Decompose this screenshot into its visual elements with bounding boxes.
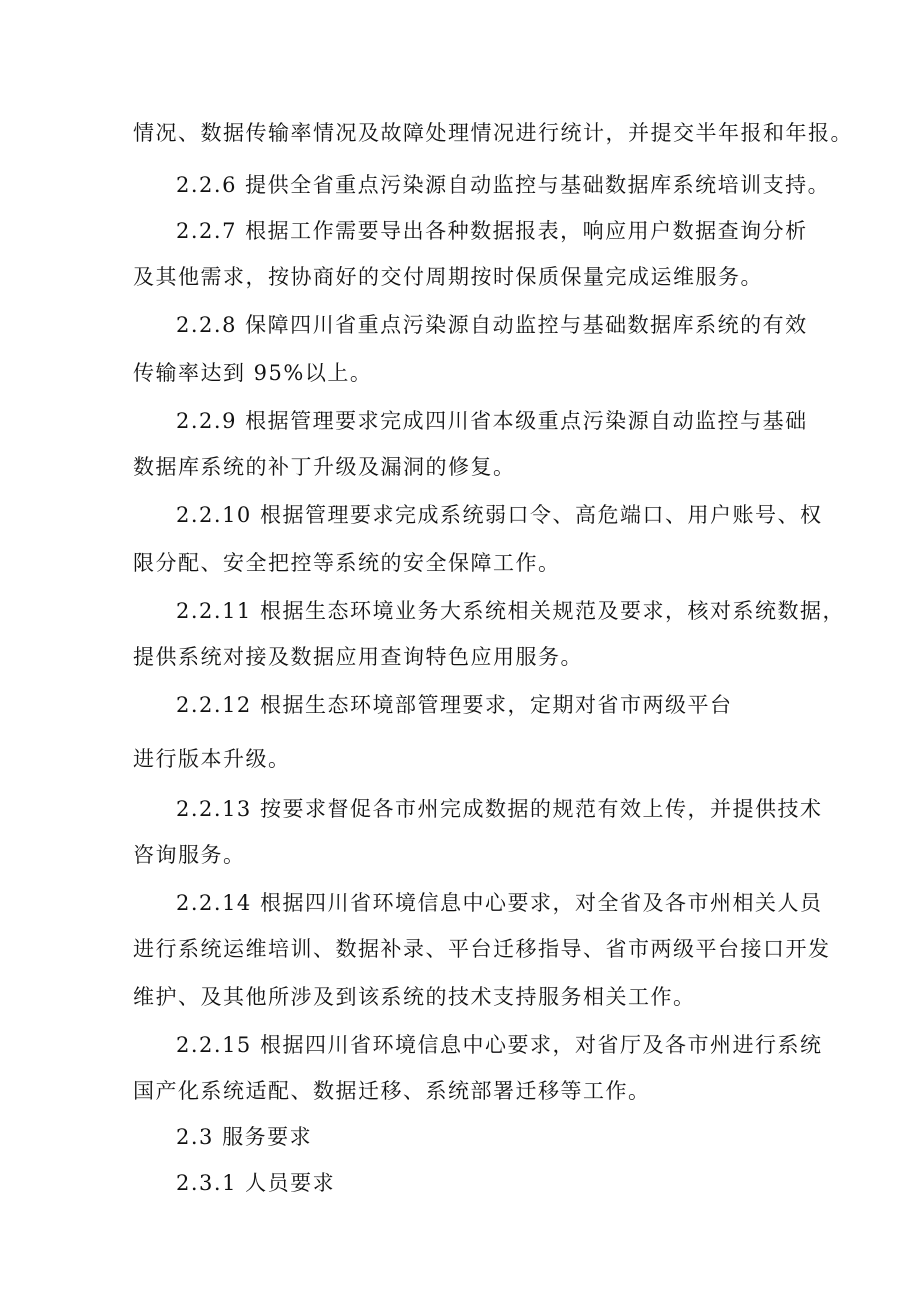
text-line: 提供系统对接及数据应用查询特色应用服务。 bbox=[133, 645, 583, 669]
subsection-heading: 2.3.1 人员要求 bbox=[176, 1171, 336, 1195]
text-line: 进行版本升级。 bbox=[133, 747, 291, 771]
text-line: 2.2.15 根据四川省环境信息中心要求，对省厅及各市州进行系统 bbox=[176, 1033, 823, 1057]
text-line: 咨询服务。 bbox=[133, 843, 246, 867]
text-line: 2.2.7 根据工作需要导出各种数据报表，响应用户数据查询分析 bbox=[176, 219, 808, 243]
text-line: 国产化系统适配、数据迁移、系统部署迁移等工作。 bbox=[133, 1079, 651, 1103]
text-line: 限分配、安全把控等系统的安全保障工作。 bbox=[133, 551, 561, 575]
text-line: 2.2.8 保障四川省重点污染源自动监控与基础数据库系统的有效 bbox=[176, 313, 808, 337]
text-line: 2.2.6 提供全省重点污染源自动监控与基础数据库系统培训支持。 bbox=[176, 173, 831, 197]
text-line: 传输率达到 95%以上。 bbox=[133, 361, 373, 385]
text-line: 2.2.11 根据生态环境业务大系统相关规范及要求，核对系统数据， bbox=[176, 599, 845, 623]
text-line: 2.2.10 根据管理要求完成系统弱口令、高危端口、用户账号、权 bbox=[176, 503, 823, 527]
text-line: 2.2.14 根据四川省环境信息中心要求，对全省及各市州相关人员 bbox=[176, 891, 823, 915]
text-line: 数据库系统的补丁升级及漏洞的修复。 bbox=[133, 455, 516, 479]
text-line: 及其他需求，按协商好的交付周期按时保质保量完成运维服务。 bbox=[133, 265, 763, 289]
section-heading: 2.3 服务要求 bbox=[176, 1125, 313, 1149]
text-line: 维护、及其他所涉及到该系统的技术支持服务相关工作。 bbox=[133, 985, 696, 1009]
text-line: 情况、数据传输率情况及故障处理情况进行统计，并提交半年报和年报。 bbox=[133, 121, 853, 145]
text-line: 2.2.13 按要求督促各市州完成数据的规范有效上传，并提供技术 bbox=[176, 797, 823, 821]
text-line: 2.2.12 根据生态环境部管理要求，定期对省市两级平台 bbox=[176, 693, 733, 717]
text-line: 2.2.9 根据管理要求完成四川省本级重点污染源自动监控与基础 bbox=[176, 409, 808, 433]
text-line: 进行系统运维培训、数据补录、平台迁移指导、省市两级平台接口开发 bbox=[133, 937, 831, 961]
